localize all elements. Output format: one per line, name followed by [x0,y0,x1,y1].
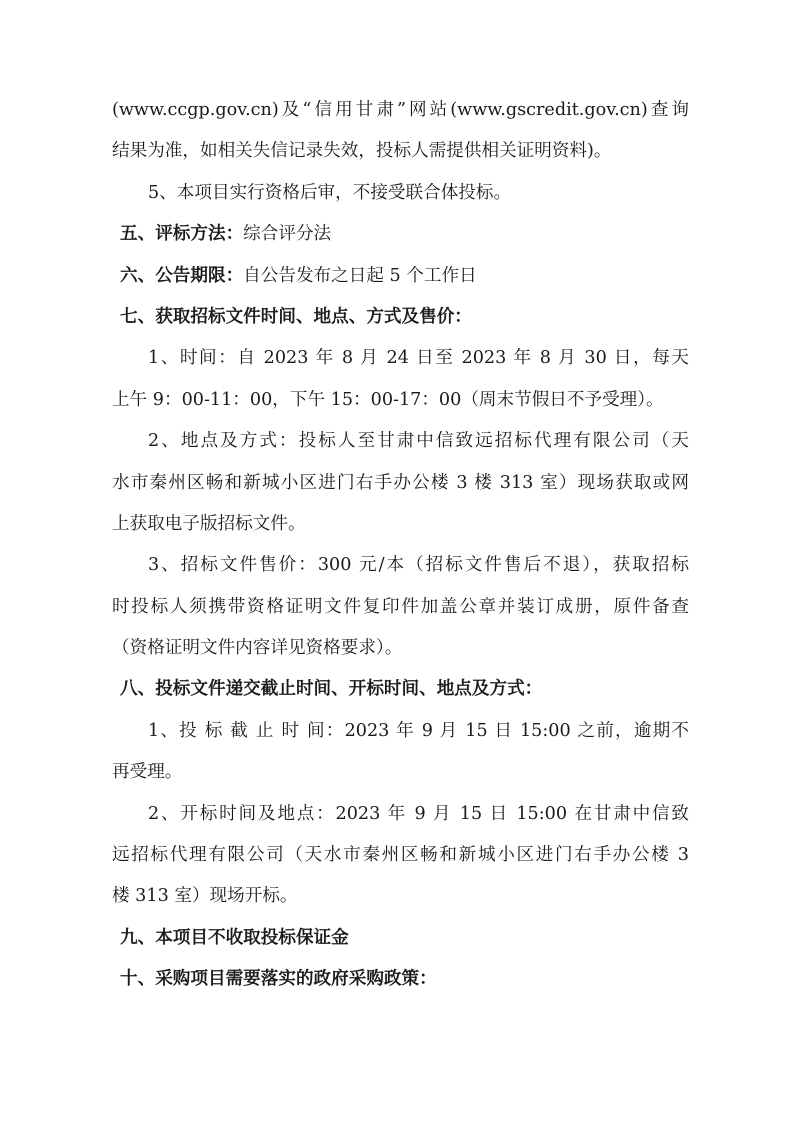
body-text-line: 时投标人须携带资格证明文件复印件加盖公章并装订成册，原件备查 [112,596,689,617]
heading-text: 自公告发布之日起 5 个工作日 [243,265,477,286]
heading-label: 九、本项目不收取投标保证金 [120,927,349,948]
body-text-line: 再受理。 [112,762,183,783]
body-text-line: (www.ccgp.gov.cn)及“信用甘肃”网站(www.gscredit.gov.cn)查询 [112,100,689,120]
body-text-line: 5、本项目实行资格后审，不接受联合体投标。 [148,182,512,203]
body-text-line: 上午 9：00-11：00，下午 15：00-17：00（周末节假日不予受理）。 [112,389,664,410]
body-text-line: （资格证明文件内容详见资格要求）。 [112,638,403,659]
body-text-line: 楼 313 室）现场开标。 [112,886,298,907]
body-text-line: 3、招标文件售价：300 元/本（招标文件售后不退），获取招标 [148,555,689,576]
heading-label: 八、投标文件递交截止时间、开标时间、地点及方式： [120,679,543,700]
body-text-line: 2、开标时间及地点：2023 年 9 月 15 日 15:00 在甘肃中信致 [148,803,689,824]
section-heading-7 [112,297,689,338]
heading-text: 综合评分法 [243,224,332,245]
body-text-line: 2、地点及方式：投标人至甘肃中信致远招标代理有限公司（天 [148,431,689,452]
body-text-line: 远招标代理有限公司（天水市秦州区畅和新城小区进门右手办公楼 3 [112,845,689,866]
section-heading-10 [112,959,689,1000]
body-text-line: 水市秦州区畅和新城小区进门右手办公楼 3 楼 313 室）现场获取或网 [112,472,689,493]
body-text-line: 1、时间：自 2023 年 8 月 24 日至 2023 年 8 月 30 日，每天 [148,348,689,369]
body-text-line: 上获取电子版招标文件。 [112,513,306,534]
section-heading-5 [112,214,689,255]
body-text-line: 1、投 标 截 止 时 间：2023 年 9 月 15 日 15:00 之前，逾期不 [148,720,689,741]
heading-label: 五、评标方法： [120,224,244,245]
section-heading-8 [112,669,689,710]
section-heading-9 [112,918,689,959]
section-heading-6 [112,256,689,297]
heading-label: 六、公告期限： [120,265,244,286]
heading-label: 七、获取招标文件时间、地点、方式及售价： [120,306,472,327]
body-text-line: 结果为准，如相关失信记录失效，投标人需提供相关证明资料)。 [112,141,612,162]
heading-label: 十、采购项目需要落实的政府采购政策： [120,969,437,990]
